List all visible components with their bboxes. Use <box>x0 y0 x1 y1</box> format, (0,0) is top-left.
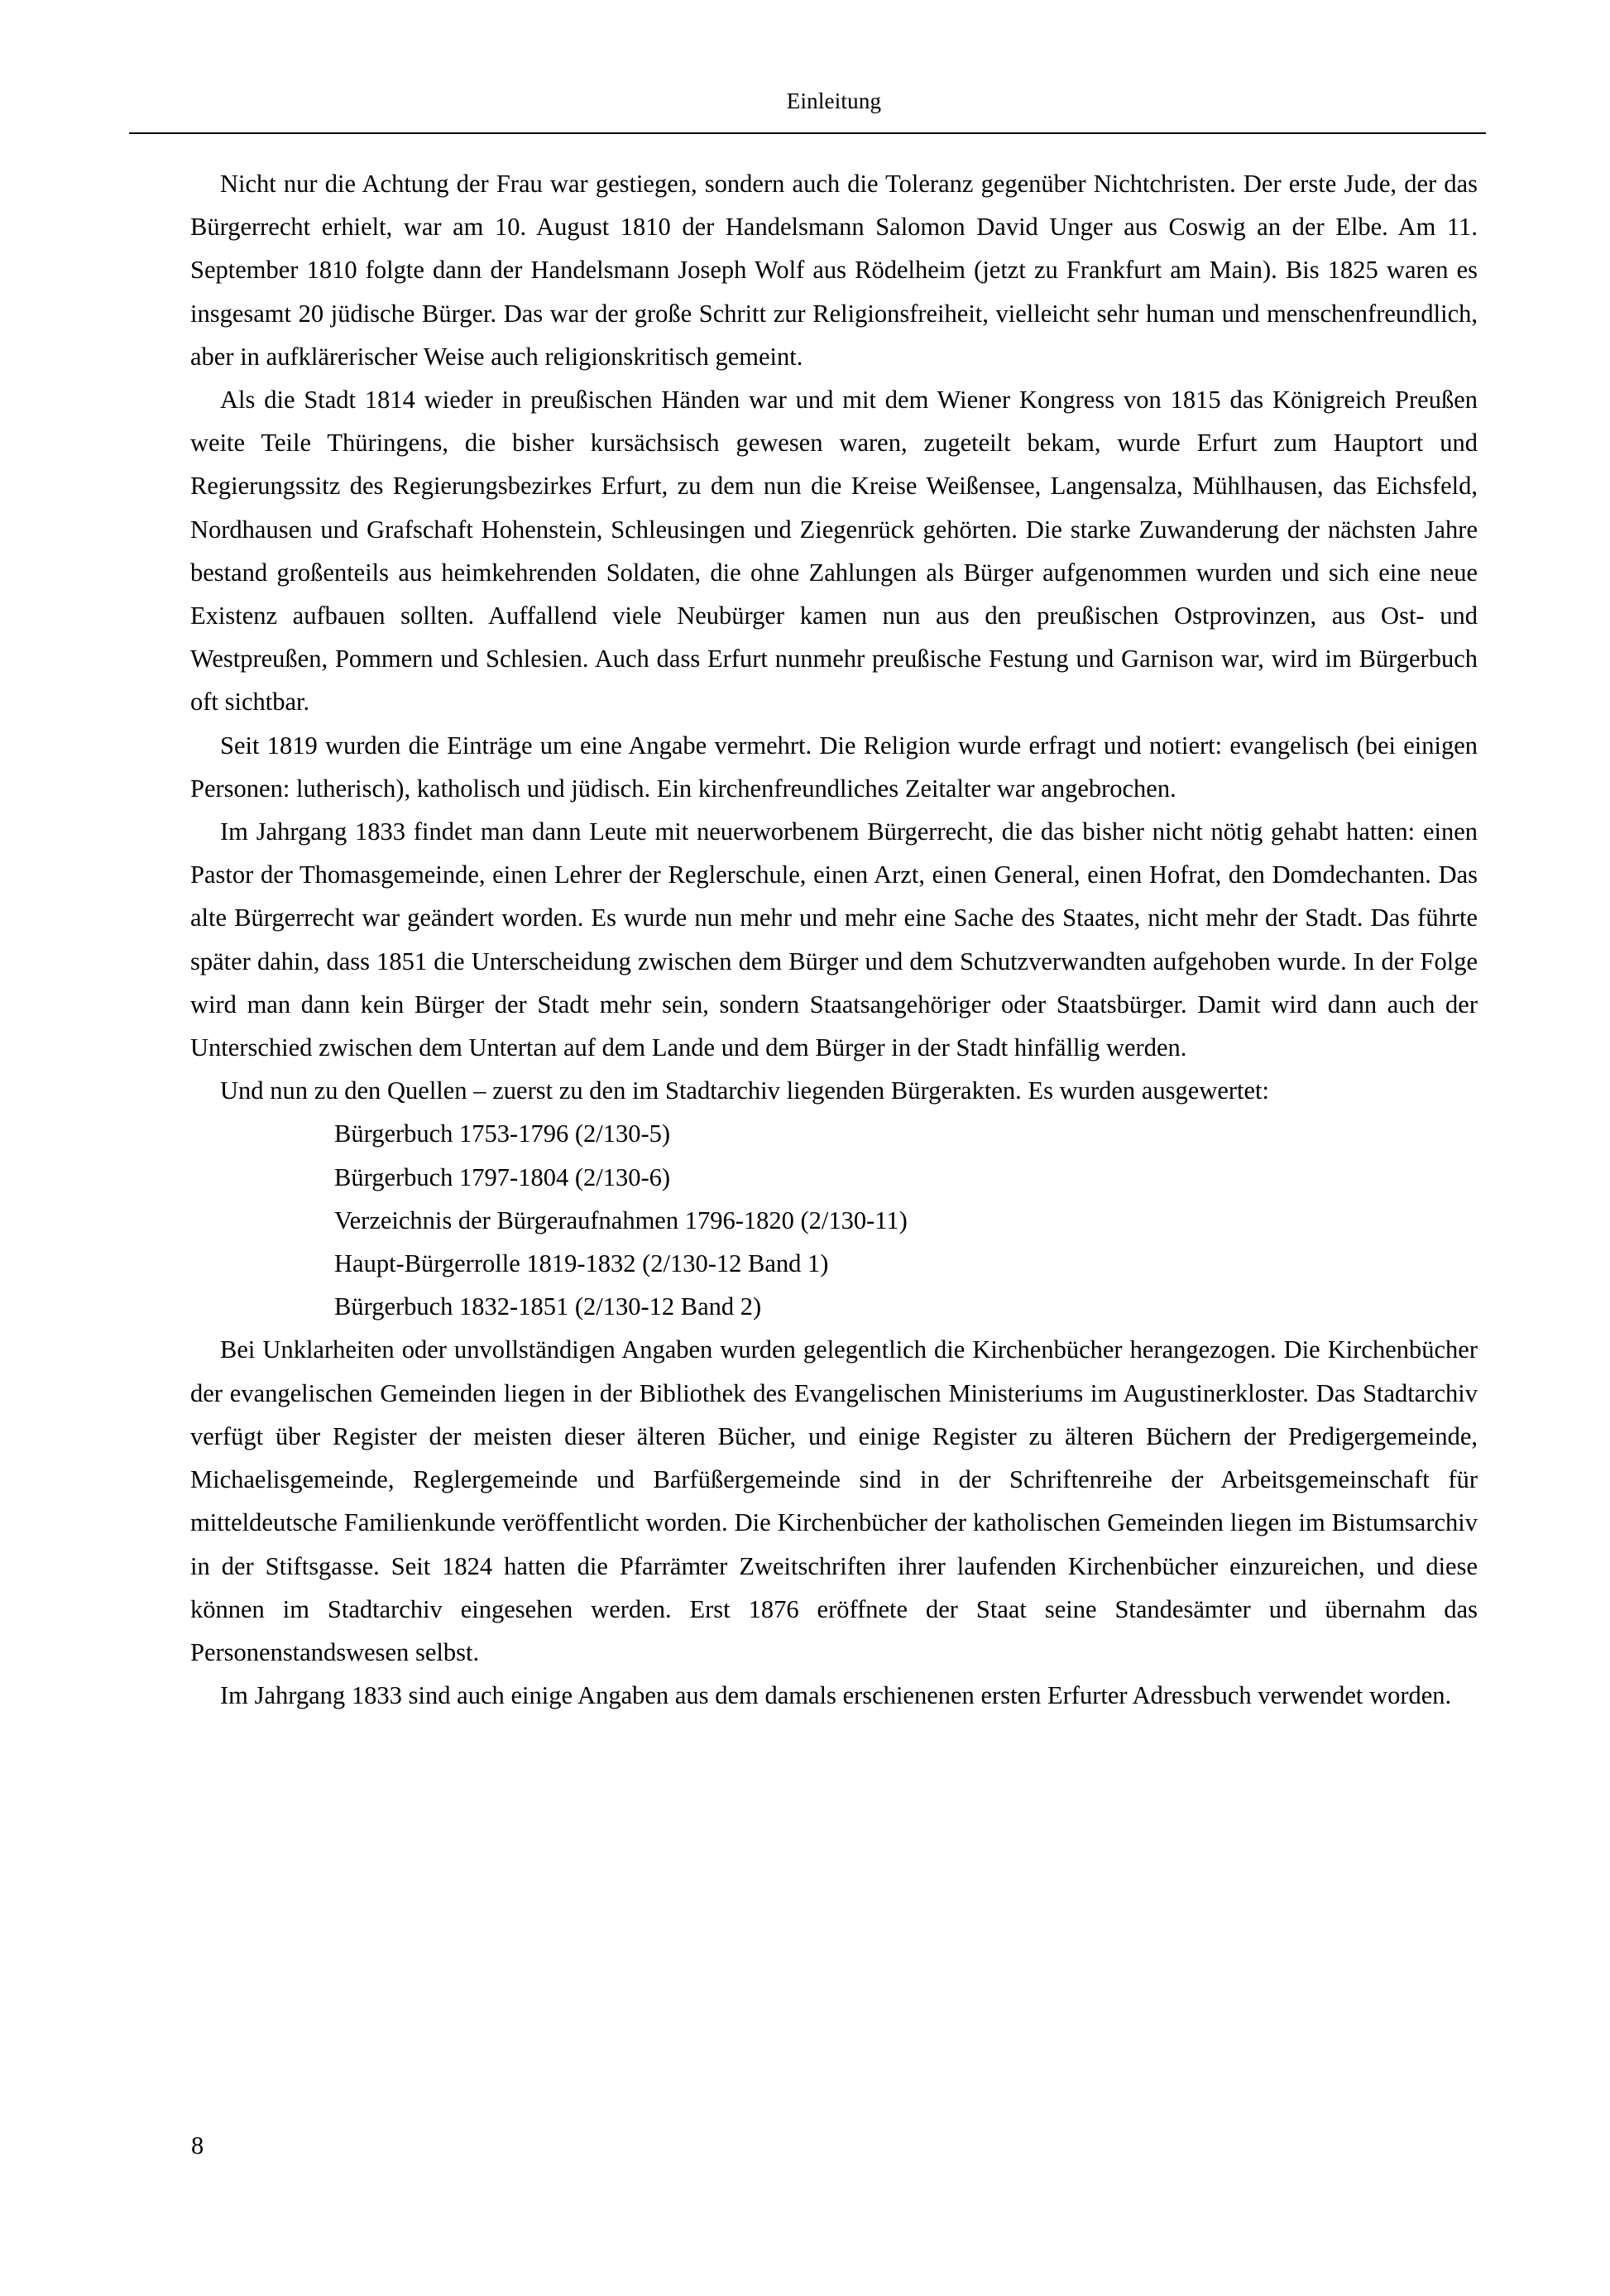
source-list-item: Verzeichnis der Bürgeraufnahmen 1796-1820 (2/130-11) <box>334 1206 908 1234</box>
page-number: 8 <box>191 2131 204 2159</box>
paragraph: Im Jahrgang 1833 sind auch einige Angaben aus dem damals erschienenen ersten Erfurter Adressbuch verwendet worden. <box>220 1681 1452 1710</box>
source-list-item: Bürgerbuch 1832-1851 (2/130-12 Band 2) <box>334 1292 762 1321</box>
body-text-block <box>190 162 1478 1717</box>
paragraph: Nicht nur die Achtung der Frau war gestiegen, sondern auch die Toleranz gegenüber Nichtchristen. Der erste Jude, der das Bürgerrecht erhielt, war am 10. August 1810 der Handelsmann Salomon David Unger aus Coswig an der Elbe. Am 11. September 1810 folgte dann der Handelsmann Joseph Wolf aus Rödelheim (jetzt zu Frankfurt am Main). Bis 1825 waren es insgesamt 20 jüdische Bürger. Das war der große Schritt zur Religionsfreiheit, vielleicht sehr human und menschenfreundlich, aber in aufklärerischer Weise auch religionskritisch gemeint. <box>190 170 1478 371</box>
paragraph: Und nun zu den Quellen – zuerst zu den im Stadtarchiv liegenden Bürgerakten. Es wurden ausgewertet: <box>220 1076 1269 1105</box>
running-head: Einleitung <box>786 89 882 113</box>
header-rule <box>129 132 1486 134</box>
paragraph: Seit 1819 wurden die Einträge um eine Angabe vermehrt. Die Religion wurde erfragt und notiert: evangelisch (bei einigen Personen: lutherisch), katholisch und jüdisch. Ein kirchenfreundliches Zeitalter war angebrochen. <box>190 731 1478 803</box>
source-list-item: Bürgerbuch 1797-1804 (2/130-6) <box>334 1162 671 1191</box>
source-list-item: Haupt-Bürgerrolle 1819-1832 (2/130-12 Band 1) <box>334 1249 829 1278</box>
source-list-item: Bürgerbuch 1753-1796 (2/130-5) <box>334 1119 671 1148</box>
paragraph: Bei Unklarheiten oder unvollständigen Angaben wurden gelegentlich die Kirchenbücher herangezogen. Die Kirchenbücher der evangelischen Gemeinden liegen in der Bibliothek des Evangelischen Ministeriums im Augustinerkloster. Das Stadtarchiv verfügt über Register der meisten dieser älteren Bücher, und einige Register zu älteren Büchern der Predigergemeinde, Michaelisgemeinde, Reglergemeinde und Barfüßergemeinde sind in der Schriftenreihe der Arbeitsgemeinschaft für mitteldeutsche Familienkunde veröffentlicht worden. Die Kirchenbücher der katholischen Gemeinden liegen im Bistumsarchiv in der Stiftsgasse. Seit 1824 hatten die Pfarrämter Zweitschriften ihrer laufenden Kirchenbücher einzureichen, und diese können im Stadtarchiv eingesehen werden. Erst 1876 eröffnete der Staat seine Standesämter und übernahm das Personenstandswesen selbst. <box>190 1335 1478 1666</box>
source-list <box>190 1112 1478 1328</box>
paragraph: Im Jahrgang 1833 findet man dann Leute mit neuerworbenem Bürgerrecht, die das bisher nicht nötig gehabt hatten: einen Pastor der Thomasgemeinde, einen Lehrer der Reglerschule, einen Arzt, einen General, einen Hofrat, den Domdechanten. Das alte Bürgerrecht war geändert worden. Es wurde nun mehr und mehr eine Sache des Staates, nicht mehr der Stadt. Das führte später dahin, dass 1851 die Unterscheidung zwischen dem Bürger und dem Schutzverwandten aufgehoben wurde. In der Folge wird man dann kein Bürger der Stadt mehr sein, sondern Staatsangehöriger oder Staatsbürger. Damit wird dann auch der Unterschied zwischen dem Untertan auf dem Lande und dem Bürger in der Stadt hinfällig werden. <box>190 817 1478 1062</box>
paragraph: Als die Stadt 1814 wieder in preußischen Händen war und mit dem Wiener Kongress von 1815 das Königreich Preußen weite Teile Thüringens, die bisher kursächsisch gewesen waren, zugeteilt bekam, wurde Erfurt zum Hauptort und Regierungssitz des Regierungsbezirkes Erfurt, zu dem nun die Kreise Weißensee, Langensalza, Mühlhausen, das Eichsfeld, Nordhausen und Grafschaft Hohenstein, Schleusingen und Ziegenrück gehörten. Die starke Zuwanderung der nächsten Jahre bestand großenteils aus heimkehrenden Soldaten, die ohne Zahlungen als Bürger aufgenommen wurden und sich eine neue Existenz aufbauen sollten. Auffallend viele Neubürger kamen nun aus den preußischen Ostprovinzen, aus Ost- und Westpreußen, Pommern und Schlesien. Auch dass Erfurt nunmehr preußische Festung und Garnison war, wird im Bürgerbuch oft sichtbar. <box>190 386 1478 717</box>
